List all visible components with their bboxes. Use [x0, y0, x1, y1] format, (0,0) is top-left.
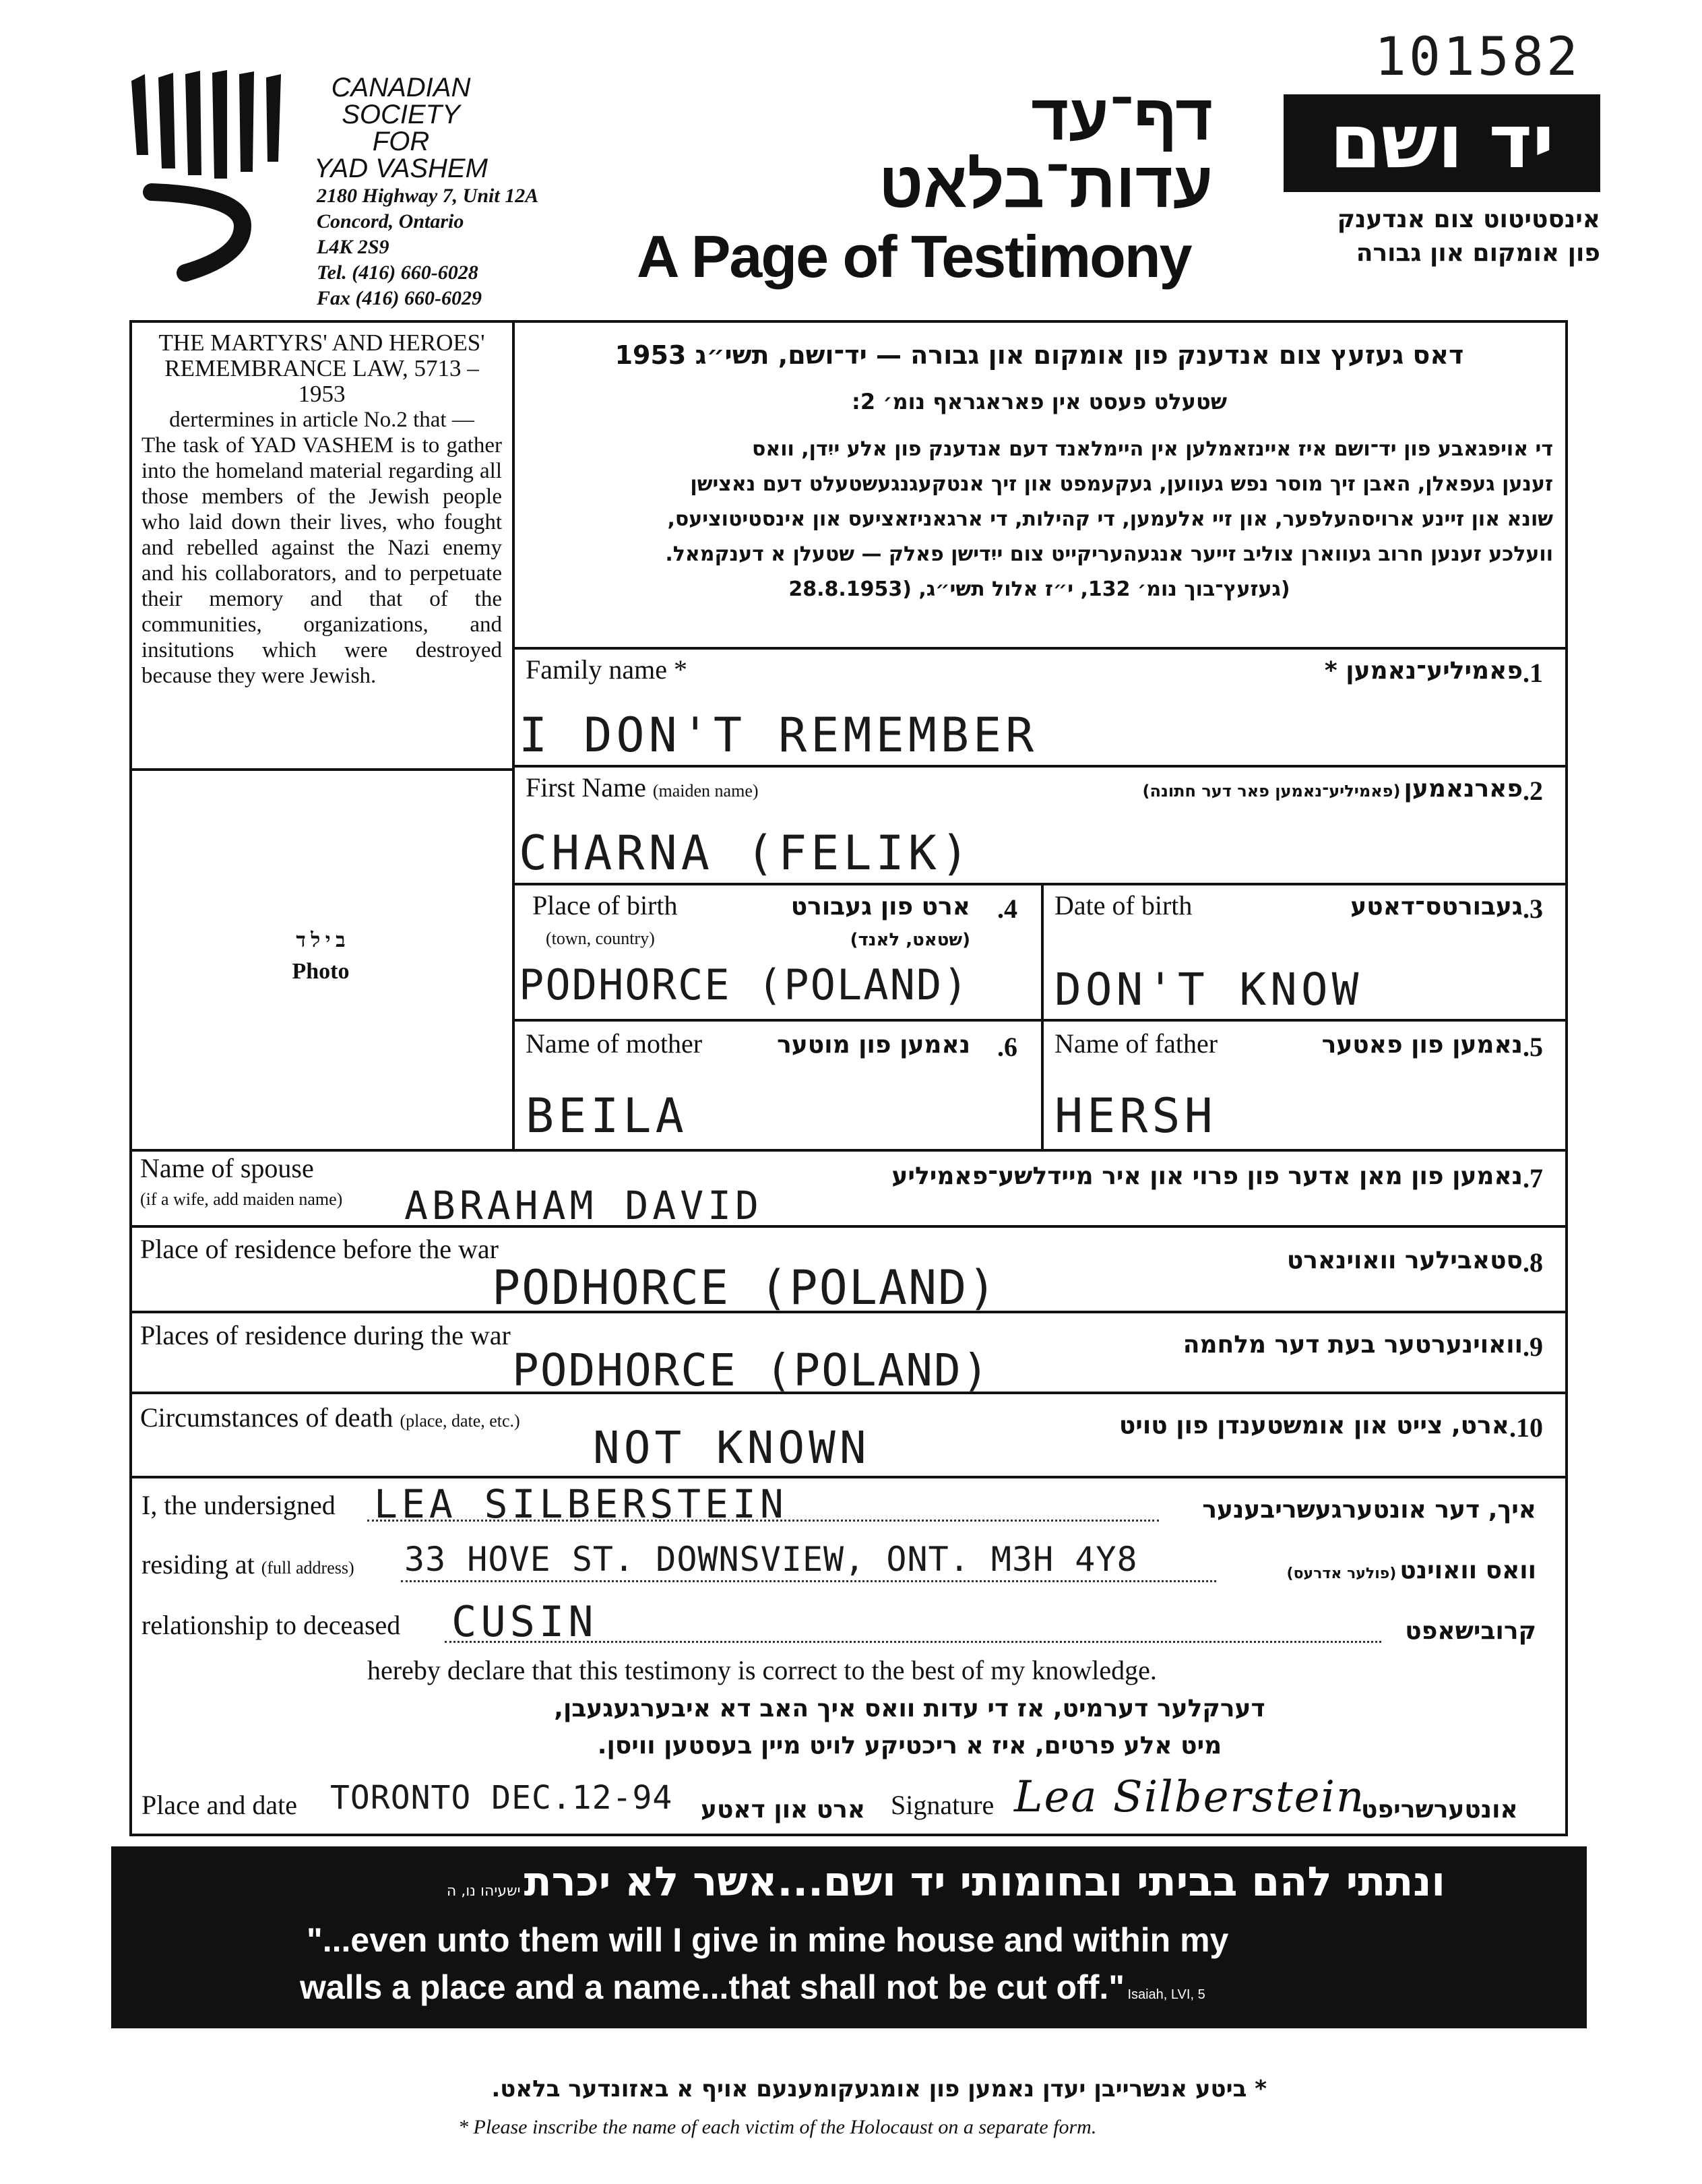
birth-place-value[interactable]: PODHORCE (POLAND): [519, 960, 970, 1009]
divider: [1041, 883, 1044, 1149]
address-line: 2180 Highway 7, Unit 12A: [317, 185, 539, 207]
title-yiddish-1: דף־עד: [1031, 82, 1213, 154]
first-name-label-small: (maiden name): [652, 781, 759, 801]
residence-during-value[interactable]: PODHORCE (POLAND): [512, 1344, 990, 1396]
divider: [512, 765, 1568, 768]
first-name-value[interactable]: CHARNA (FELIK): [519, 825, 974, 881]
first-name-label: [526, 772, 759, 803]
footer-asterisk: *: [1255, 2076, 1267, 2102]
law-yiddish: [526, 340, 1553, 607]
law-yiddish-line: די אויפגאבע פון יד־ושם איז איינזאמלען אין היימלאנד דעם אנדענק פון אלע ייִדן, וואס: [752, 437, 1553, 461]
address-line: L4K 2S9: [317, 236, 389, 258]
address-line: Tel. (416) 660-6028: [317, 261, 478, 284]
divider: [512, 883, 1568, 885]
family-name-label: Family name *: [526, 654, 687, 685]
undersigned-label-heb: איך, דער אונטערגעשריבענער: [1202, 1496, 1536, 1524]
family-name-label-heb: פאמיליע־נאמען *: [1324, 657, 1523, 685]
law-body: The task of YAD VASHEM is to gather into the homeland material regarding all those members of the Jewish people who laid down their lives, who fought and rebelled against the Nazi enemy and his collaborators, and to perpetuate their memory and that of the communities, organizations, and insitutions which were destroyed because they were Jewish.: [141, 433, 502, 688]
family-name-value[interactable]: I DON'T REMEMBER: [519, 708, 1038, 763]
relationship-label: relationship to deceased: [141, 1610, 401, 1640]
place-date-value[interactable]: TORONTO DEC.12-94: [330, 1779, 673, 1817]
title-yiddish-2: עדות־בלאט: [879, 149, 1213, 221]
banner-hebrew: ונתתי להם בביתי ובחומותי יד ושם...אשר לא יכרת: [524, 1859, 1445, 1906]
field-number: .7: [1523, 1163, 1543, 1193]
photo-area: [129, 771, 512, 1148]
law-yiddish-ref: (געזעץ־בוך נומ׳ 132, י״ז אלול תשי״ג, (28.8.1953: [788, 578, 1290, 601]
mother-label: Name of mother: [526, 1028, 703, 1059]
address-line: Concord, Ontario: [317, 210, 464, 232]
spouse-label-small: (if a wife, add maiden name): [140, 1189, 343, 1209]
father-value[interactable]: HERSH: [1054, 1088, 1217, 1144]
residing-label-heb: [1213, 1557, 1536, 1584]
field-number: .1: [1523, 658, 1543, 688]
org-line: CANADIAN: [331, 73, 471, 102]
relationship-label-heb: קרובישאפט: [1405, 1617, 1536, 1645]
statement-heb-2: מיט אלע פרטים, איז א ריכטיקע לויט מיין בעסטען וויסן.: [597, 1732, 1222, 1759]
signature-value[interactable]: Lea Silberstein: [1014, 1772, 1366, 1822]
yad-vashem-sub-2: פון אומקום און גבורה: [1356, 239, 1600, 267]
death-label-heb: ארט, צייט און אומשטענדן פון טויט: [1118, 1412, 1509, 1439]
spouse-label: Name of spouse: [140, 1153, 314, 1183]
field-number: .6: [997, 1032, 1017, 1062]
first-name-label-heb: [943, 775, 1523, 803]
law-yiddish-line: וועלכע זענען חרוב געווארן צוליב זייער אנגעהעריקייט צום ייִדישן פאלק — שטעלן א דענקמאל.: [665, 542, 1553, 566]
law-yiddish-line: זענען געפאלן, האבן זיך מוסר נפש געווען, געקעמפט און זיך אנטקעגנגעשטעלט דעם נאצישן: [690, 472, 1553, 496]
law-yiddish-heading: דאס געזעץ צום אנדענק פון אומקום און גבורה — יד־ושם, תשי״ג 1953: [614, 340, 1464, 370]
footer-english: * Please inscribe the name of each victim of the Holocaust on a separate form.: [458, 2116, 1097, 2138]
death-label-small: (place, date, etc.): [400, 1411, 520, 1431]
law-line2: dertermines in article No.2 that —: [169, 408, 474, 432]
birth-place-label: Place of birth: [532, 890, 678, 921]
mother-label-heb: נאמען פון מוטער: [777, 1031, 970, 1059]
birth-place-label-heb: ארט פון געבורט: [790, 893, 970, 921]
divider: [129, 1476, 1568, 1478]
field-number: .8: [1523, 1247, 1543, 1278]
yad-vashem-sub-1: אינסטיטוט צום אנדענק: [1337, 206, 1600, 233]
law-text: [141, 330, 502, 689]
residence-before-value[interactable]: PODHORCE (POLAND): [492, 1260, 998, 1315]
residing-heb: וואס וואוינט: [1399, 1557, 1536, 1584]
birth-date-label-heb: געבורטס־דאטע: [1350, 893, 1523, 921]
first-name-heb-small: (פאמיליע־נאמען פאר דער חתונה): [1142, 782, 1401, 801]
field-number: .3: [1523, 894, 1543, 924]
footer-yiddish-text: ביטע אנשרייבן יעדן נאמען פון אומגעקומענעם אויף א באזונדער בלאט.: [491, 2076, 1247, 2102]
residing-label-small: (full address): [261, 1558, 354, 1578]
address-line: Fax (416) 660-6029: [317, 287, 482, 309]
statement-en: hereby declare that this testimony is correct to the best of my knowledge.: [367, 1655, 1157, 1685]
statement-heb-1: דערקלער דערמיט, אז די עדות וואס איך האב דא איבערגעגעבן,: [554, 1695, 1265, 1722]
divider: [129, 1225, 1568, 1228]
banner-english-ref: Isaiah, LVI, 5: [1127, 1987, 1205, 2002]
death-label-text: Circumstances of death: [140, 1402, 393, 1433]
org-line: YAD VASHEM: [314, 154, 488, 183]
death-label: [140, 1402, 520, 1433]
mother-value[interactable]: BEILA: [526, 1088, 688, 1144]
org-line: SOCIETY: [342, 100, 460, 129]
field-number: .5: [1523, 1032, 1543, 1062]
banner-english-1: "...even unto them will I give in mine house and within my: [307, 1921, 1229, 1959]
first-name-heb: פארנאמען: [1404, 775, 1523, 803]
residence-during-label-heb: וואוינערטער בעת דער מלחמה: [1183, 1331, 1523, 1359]
residence-during-label: Places of residence during the war: [140, 1320, 511, 1350]
org-address: [317, 183, 538, 311]
residing-label: [141, 1549, 354, 1580]
divider: [512, 320, 515, 1149]
footer-yiddish: [377, 2076, 1267, 2102]
residing-line: [401, 1580, 1216, 1582]
signature-label: Signature: [891, 1790, 995, 1820]
divider: [129, 1149, 1568, 1152]
menorah-logo: [125, 67, 293, 283]
residing-label-text: residing at: [141, 1549, 255, 1580]
banner-english-2: walls a place and a name...that shall not be cut off.": [300, 1968, 1125, 2006]
birth-place-label-small: (town, country): [546, 929, 655, 948]
undersigned-value[interactable]: LEA SILBERSTEIN: [374, 1481, 788, 1527]
birth-date-value[interactable]: DON'T KNOW: [1054, 964, 1363, 1016]
org-name: [307, 74, 495, 182]
field-number: .4: [997, 894, 1017, 924]
place-date-label-heb: ארט און דאטע: [701, 1796, 866, 1823]
birth-place-heb-small: (שטאט, לאנד): [850, 930, 970, 950]
undersigned-label: I, the undersigned: [141, 1490, 336, 1520]
field-number: .10: [1509, 1412, 1543, 1443]
field-number: .2: [1523, 776, 1543, 806]
first-name-label-text: First Name: [526, 772, 646, 803]
photo-label-heb: ב י ל ד: [296, 929, 346, 951]
law-yiddish-sub: שטעלט פעסט אין פאראגראף נומ׳ 2:: [852, 389, 1227, 414]
photo-label: Photo: [292, 959, 350, 984]
residence-before-label-heb: סטאבילער וואוינארט: [1286, 1247, 1523, 1274]
residing-heb-small: (פולער אדרעס): [1286, 1565, 1397, 1582]
quote-banner: [111, 1846, 1587, 2028]
banner-hebrew-ref: ישעיהו נו, ה: [446, 1883, 521, 1900]
org-line: FOR: [372, 127, 430, 156]
spouse-value[interactable]: ABRAHAM DAVID: [404, 1183, 763, 1228]
law-heading: THE MARTYRS' AND HEROES' REMEMBRANCE LAW, 5713 – 1953: [158, 330, 485, 407]
birth-date-label: Date of birth: [1054, 890, 1193, 921]
archive-number: 101582: [1375, 27, 1581, 88]
field-number: .9: [1523, 1332, 1543, 1362]
death-value[interactable]: NOT KNOWN: [593, 1422, 871, 1474]
law-yiddish-line: שונא און זיינע ארויסהעלפער, און זיי אלעמען, די קהילות, די ארגאניזאציעס און אינסטיטוציעס,: [667, 507, 1553, 531]
divider: [512, 647, 1568, 650]
signature-label-heb: אונטערשריפט: [1361, 1796, 1518, 1823]
residence-before-label: Place of residence before the war: [140, 1234, 499, 1264]
divider: [512, 1019, 1568, 1022]
yad-vashem-logo: יד ושם: [1284, 94, 1600, 192]
father-label-heb: נאמען פון פאטער: [1321, 1031, 1523, 1059]
residing-value[interactable]: 33 HOVE ST. DOWNSVIEW, ONT. M3H 4Y8: [404, 1540, 1138, 1579]
place-date-label: Place and date: [141, 1790, 297, 1820]
page-title: A Page of Testimony: [637, 223, 1191, 290]
spouse-label-heb: נאמען פון מאן אדער פון פרוי און איר מיידלשע־פאמיליע: [891, 1162, 1523, 1190]
relationship-value[interactable]: CUSIN: [451, 1597, 598, 1646]
father-label: Name of father: [1054, 1028, 1218, 1059]
